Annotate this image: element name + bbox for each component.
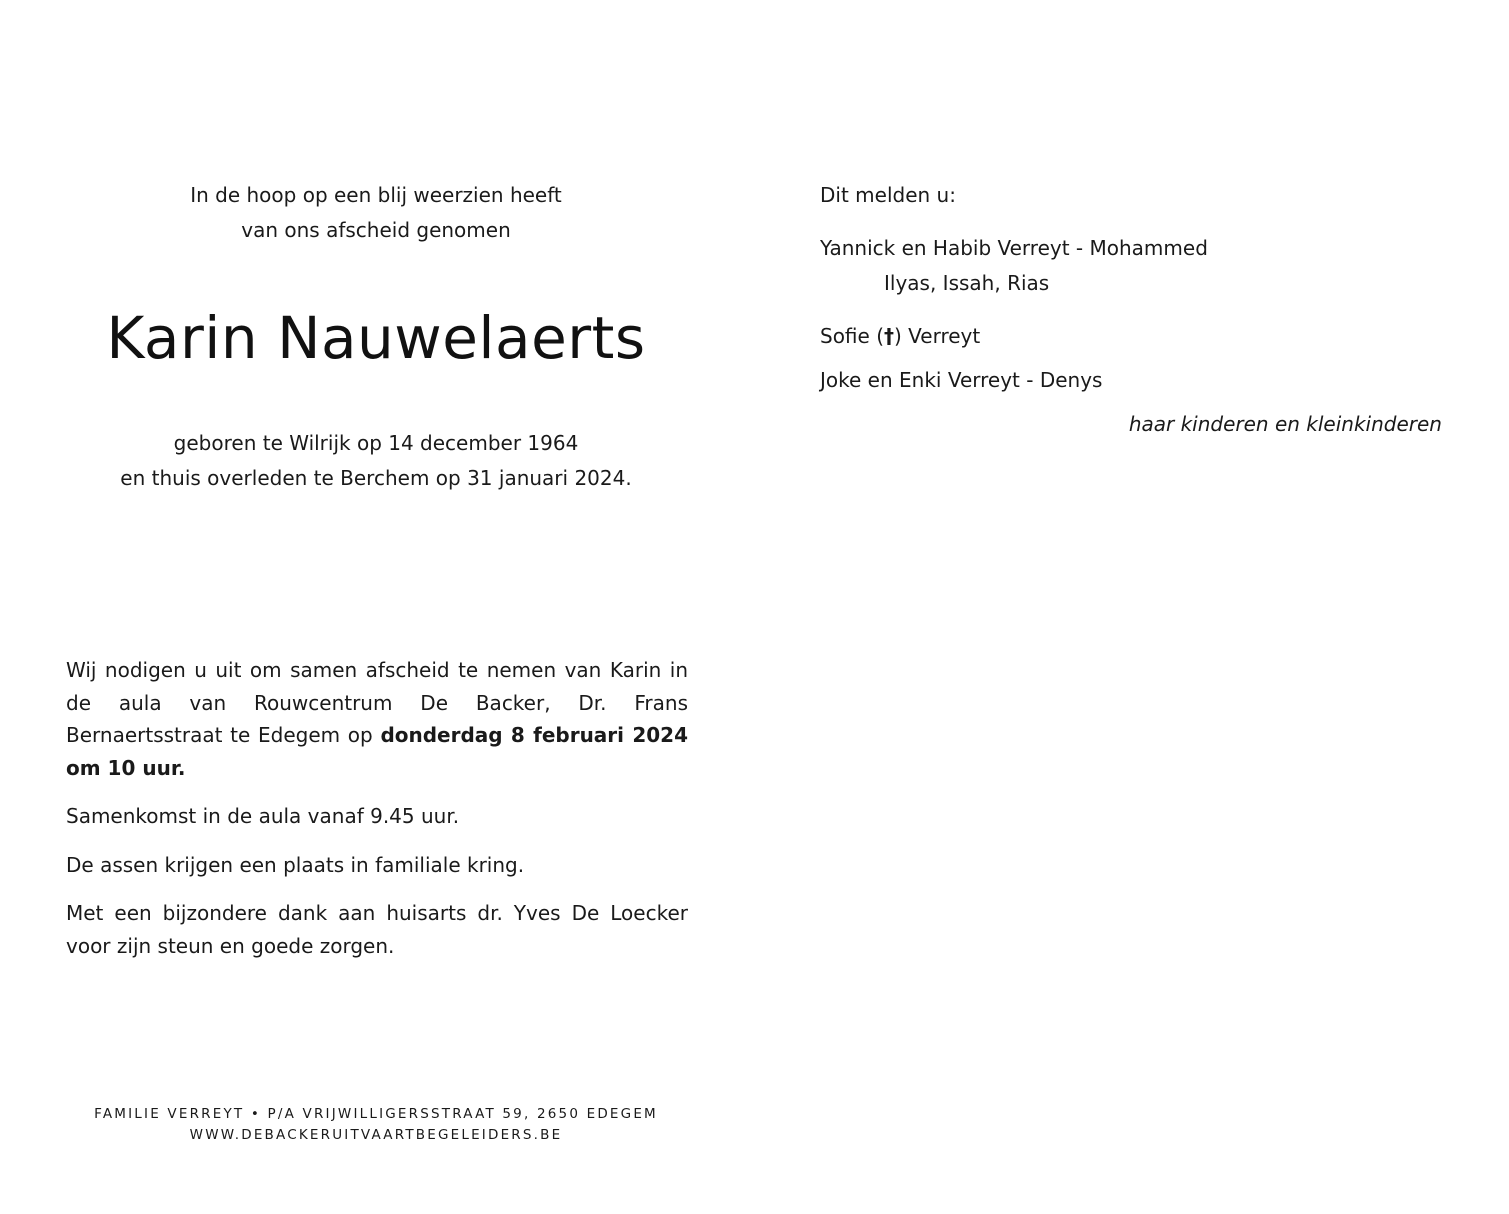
life-dates	[66, 426, 686, 496]
family-entry-2-name-end: ) Verreyt	[894, 324, 981, 348]
ceremony-datetime: donderdag 8 februari 2024 om 10 uur.	[66, 723, 688, 780]
intro-line-1: In de hoop op een blij weerzien heeft	[190, 183, 562, 207]
death-line: en thuis overleden te Berchem op 31 januari 2024.	[120, 466, 632, 490]
intro-line-2: van ons afscheid genomen	[241, 218, 511, 242]
family-entry-2	[820, 319, 1442, 354]
birth-line: geboren te Wilrijk op 14 december 1964	[173, 431, 579, 455]
deceased-name: Karin Nauwelaerts	[106, 304, 646, 372]
invitation-paragraph	[66, 654, 688, 784]
cross-icon: †	[884, 324, 894, 348]
family-entry-1: Yannick en Habib Verreyt - Mohammed	[820, 236, 1208, 260]
ceremony-info	[66, 654, 688, 978]
family-entry-2-name-start: Sofie (	[820, 324, 884, 348]
family-entry-3: Joke en Enki Verreyt - Denys	[820, 368, 1103, 392]
family-heading: Dit melden u:	[820, 183, 956, 207]
gathering-paragraph: Samenkomst in de aula vanaf 9.45 uur.	[66, 804, 460, 828]
family-entry-1-children: Ilyas, Issah, Rias	[884, 271, 1050, 295]
family-announcement	[820, 178, 1442, 442]
footer-family-address: FAMILIE VERREYT • P/A VRIJWILLIGERSSTRAAT 59, 2650 EDEGEM	[94, 1106, 658, 1122]
footer-address	[66, 1104, 686, 1146]
footer-website: WWW.DEBACKERUITVAARTBEGELEIDERS.BE	[189, 1127, 563, 1143]
ashes-paragraph: De assen krijgen een plaats in familiale kring.	[66, 852, 525, 877]
intro-text	[66, 178, 686, 248]
thanks-paragraph: Met een bijzondere dank aan huisarts dr. Yves De Loecker voor zijn steun en goede zorgen.	[66, 901, 688, 958]
invitation-text: Wij nodigen u uit om samen afscheid te nemen van Karin in de aula van Rouwcentrum De Backer, Dr. Frans Bernaertsstraat te Edegem op	[66, 658, 688, 747]
family-signature: haar kinderen en kleinkinderen	[1128, 412, 1442, 436]
